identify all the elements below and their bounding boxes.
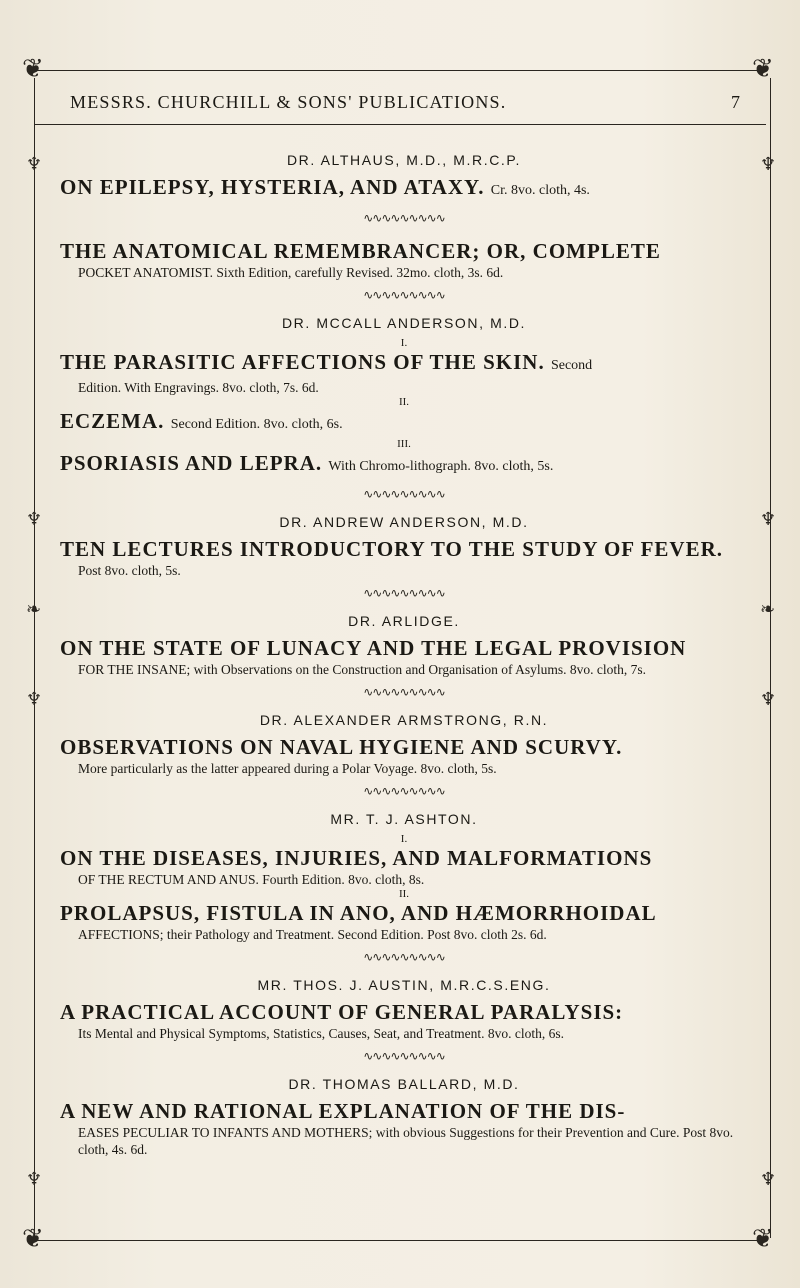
fleuron-icon: ❧ bbox=[760, 599, 776, 619]
frame-left-rule bbox=[34, 78, 35, 1238]
work-title bbox=[60, 1098, 758, 1124]
work-title-tail: Cr. 8vo. cloth, 4s. bbox=[490, 183, 590, 198]
author-name: DR. THOMAS BALLARD, M.D. bbox=[288, 1076, 520, 1092]
work-description: OF THE RECTUM AND ANUS. Fourth Edition. 8vo. cloth, 8s. bbox=[78, 872, 425, 887]
work-title-tail: Second bbox=[550, 358, 593, 373]
work-description: Its Mental and Physical Symptoms, Statistics, Causes, Seat, and Treatment. 8vo. cloth, 6s. bbox=[78, 1026, 564, 1041]
catalogue-entry bbox=[50, 712, 758, 797]
work-title-text: OBSERVATIONS ON NAVAL HYGIENE AND SCURVY. bbox=[60, 735, 623, 759]
wavy-rule: ∿∿∿∿∿∿∿∿∿ bbox=[363, 950, 445, 964]
fleuron-icon: ❧ bbox=[26, 599, 42, 619]
work-title bbox=[60, 999, 758, 1025]
page-number: 7 bbox=[731, 92, 740, 112]
fleuron-icon: ♆ bbox=[26, 509, 43, 529]
work-title-text: ON THE DISEASES, INJURIES, AND MALFORMATIONS bbox=[60, 846, 653, 870]
work-title-text: PROLAPSUS, FISTULA IN ANO, AND HÆMORRHOIDAL bbox=[60, 901, 657, 925]
author-name: DR. ANDREW ANDERSON, M.D. bbox=[279, 514, 529, 530]
wavy-rule: ∿∿∿∿∿∿∿∿∿ bbox=[363, 685, 445, 699]
work-numeral: II. bbox=[398, 396, 410, 408]
author-name: MR. THOS. J. AUSTIN, M.R.C.S.ENG. bbox=[257, 977, 551, 993]
running-header bbox=[70, 92, 740, 113]
work-title-text: ON EPILEPSY, HYSTERIA, AND ATAXY. bbox=[60, 175, 485, 199]
work-title bbox=[60, 349, 758, 379]
work-title-text: ON THE STATE OF LUNACY AND THE LEGAL PROVISION bbox=[60, 636, 687, 660]
work-numeral: II. bbox=[398, 888, 410, 900]
running-head-title: MESSRS. CHURCHILL & SONS' PUBLICATIONS. bbox=[70, 92, 507, 112]
work-title bbox=[60, 174, 758, 204]
fleuron-icon: ♆ bbox=[26, 689, 43, 709]
frame-right-rule bbox=[770, 78, 771, 1238]
work-title-text: THE PARASITIC AFFECTIONS OF THE SKIN. bbox=[60, 350, 545, 374]
corner-ornament-icon: ❦ bbox=[22, 54, 44, 83]
work-title-text: PSORIASIS AND LEPRA. bbox=[60, 451, 323, 475]
work-title bbox=[60, 635, 758, 661]
work-description: AFFECTIONS; their Pathology and Treatment. Second Edition. Post 8vo. cloth 2s. 6d. bbox=[78, 927, 547, 942]
corner-ornament-icon: ❦ bbox=[22, 1224, 44, 1253]
catalogue-entry bbox=[50, 315, 758, 500]
frame-bottom-rule bbox=[34, 1240, 766, 1241]
catalogue-entry bbox=[50, 152, 758, 224]
work-title bbox=[60, 450, 758, 480]
catalogue-entry bbox=[50, 514, 758, 599]
catalogue-entry bbox=[50, 613, 758, 698]
header-rule bbox=[34, 124, 766, 125]
wavy-rule: ∿∿∿∿∿∿∿∿∿ bbox=[363, 211, 445, 225]
wavy-rule: ∿∿∿∿∿∿∿∿∿ bbox=[363, 1049, 445, 1063]
work-description: Edition. With Engravings. 8vo. cloth, 7s. 6d. bbox=[78, 380, 319, 395]
wavy-rule: ∿∿∿∿∿∿∿∿∿ bbox=[363, 784, 445, 798]
work-title-tail: Second Edition. 8vo. cloth, 6s. bbox=[170, 417, 343, 432]
work-description: POCKET ANATOMIST. Sixth Edition, carefully Revised. 32mo. cloth, 3s. 6d. bbox=[78, 265, 504, 280]
fleuron-icon: ♆ bbox=[26, 154, 43, 174]
author-name: DR. ALEXANDER ARMSTRONG, R.N. bbox=[259, 712, 549, 728]
work-numeral: I. bbox=[400, 337, 408, 349]
work-title-text: TEN LECTURES INTRODUCTORY TO THE STUDY OF FEVER. bbox=[60, 537, 724, 561]
catalogue-entry bbox=[50, 228, 758, 301]
spacer bbox=[50, 228, 758, 238]
work-title bbox=[60, 408, 758, 438]
work-title-text: A PRACTICAL ACCOUNT OF GENERAL PARALYSIS: bbox=[60, 1000, 624, 1024]
work-title-text: A NEW AND RATIONAL EXPLANATION OF THE DIS- bbox=[60, 1099, 626, 1123]
frame-top-rule bbox=[34, 70, 766, 71]
author-name: MR. T. J. ASHTON. bbox=[330, 811, 478, 827]
catalogue-entry bbox=[50, 977, 758, 1062]
catalogue-list bbox=[50, 138, 758, 1158]
work-numeral: III. bbox=[397, 438, 411, 450]
fleuron-icon: ♆ bbox=[26, 1169, 43, 1189]
corner-ornament-icon: ❦ bbox=[752, 1224, 774, 1253]
catalogue-entry bbox=[50, 1076, 758, 1158]
work-description: Post 8vo. cloth, 5s. bbox=[78, 563, 181, 578]
work-title bbox=[60, 238, 758, 264]
author-name: DR. MCCALL ANDERSON, M.D. bbox=[281, 315, 527, 331]
work-title-text: ECZEMA. bbox=[60, 409, 165, 433]
work-title-text: THE ANATOMICAL REMEMBRANCER; OR, COMPLETE bbox=[60, 239, 661, 263]
author-name: DR. ARLIDGE. bbox=[348, 613, 460, 629]
fleuron-icon: ♆ bbox=[760, 1169, 777, 1189]
catalogue-entry bbox=[50, 811, 758, 963]
work-description: More particularly as the latter appeared during a Polar Voyage. 8vo. cloth, 5s. bbox=[78, 761, 497, 776]
wavy-rule: ∿∿∿∿∿∿∿∿∿ bbox=[363, 487, 445, 501]
wavy-rule: ∿∿∿∿∿∿∿∿∿ bbox=[363, 288, 445, 302]
work-numeral: I. bbox=[400, 833, 408, 845]
work-title bbox=[60, 845, 758, 871]
corner-ornament-icon: ❦ bbox=[752, 54, 774, 83]
wavy-rule: ∿∿∿∿∿∿∿∿∿ bbox=[363, 586, 445, 600]
work-title bbox=[60, 536, 758, 562]
fleuron-icon: ♆ bbox=[760, 509, 777, 529]
fleuron-icon: ♆ bbox=[760, 689, 777, 709]
work-title bbox=[60, 734, 758, 760]
fleuron-icon: ♆ bbox=[760, 154, 777, 174]
work-description: FOR THE INSANE; with Observations on the Construction and Organisation of Asylums. 8vo. cloth, 7s. bbox=[78, 662, 646, 677]
work-title-tail: With Chromo-lithograph. 8vo. cloth, 5s. bbox=[328, 459, 554, 474]
work-description: EASES PECULIAR TO INFANTS AND MOTHERS; with obvious Suggestions for their Prevention and Cure. Post 8vo. cloth, 4s. 6d. bbox=[78, 1125, 734, 1157]
work-title bbox=[60, 900, 758, 926]
author-name: DR. ALTHAUS, M.D., M.R.C.P. bbox=[286, 152, 522, 168]
